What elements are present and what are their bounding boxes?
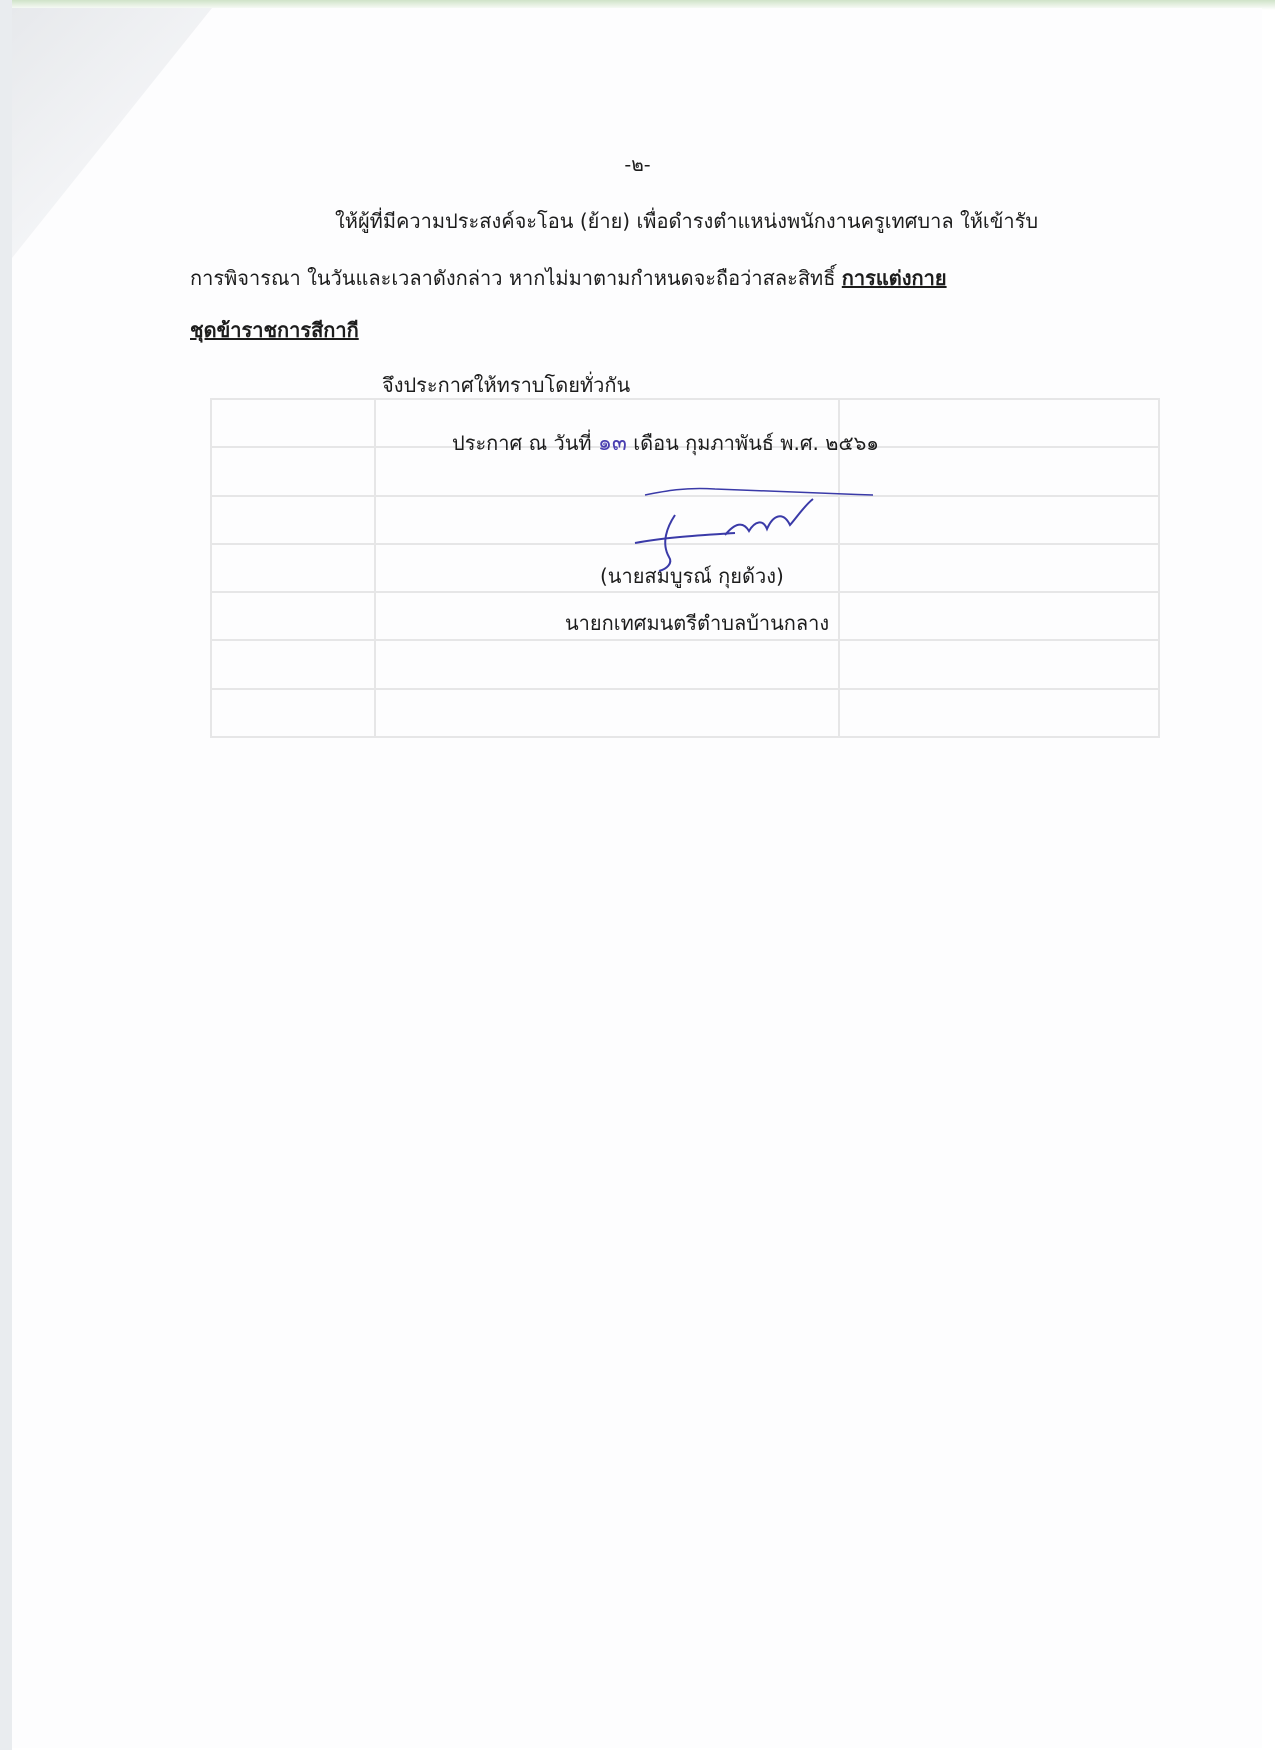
closing-statement: จึงประกาศให้ทราบโดยทั่วกัน xyxy=(382,373,631,397)
page-number: -๒- xyxy=(624,154,651,176)
dress-code-emphasis-continued: ชุดข้าราชการสีกากี xyxy=(190,318,359,342)
announcement-date-suffix: เดือน กุมภาพันธ์ พ.ศ. ๒๕๖๑ xyxy=(626,431,879,455)
announcement-date xyxy=(452,425,879,460)
handwritten-day: ๑๓ xyxy=(597,431,627,456)
announcement-date-prefix: ประกาศ ณ วันที่ xyxy=(452,431,598,455)
body-paragraph-line-2 xyxy=(190,262,947,294)
dress-code-emphasis: การแต่งกาย xyxy=(841,266,947,290)
signatory-position: นายกเทศมนตรีตำบลบ้านกลาง xyxy=(565,611,830,635)
body-paragraph-line-2-text: การพิจารณา ในวันและเวลาดังกล่าว หากไม่มาตามกำหนดจะถือว่าสละสิทธิ์ xyxy=(190,266,842,290)
body-paragraph-line-1: ให้ผู้ที่มีความประสงค์จะโอน (ย้าย) เพื่อดำรงตำแหน่งพนักงานครูเทศบาล ให้เข้ารับ xyxy=(335,209,1039,233)
signatory-name: (นายสมบูรณ์ กุยด้วง) xyxy=(600,564,784,588)
scan-edge-left xyxy=(0,0,12,1750)
